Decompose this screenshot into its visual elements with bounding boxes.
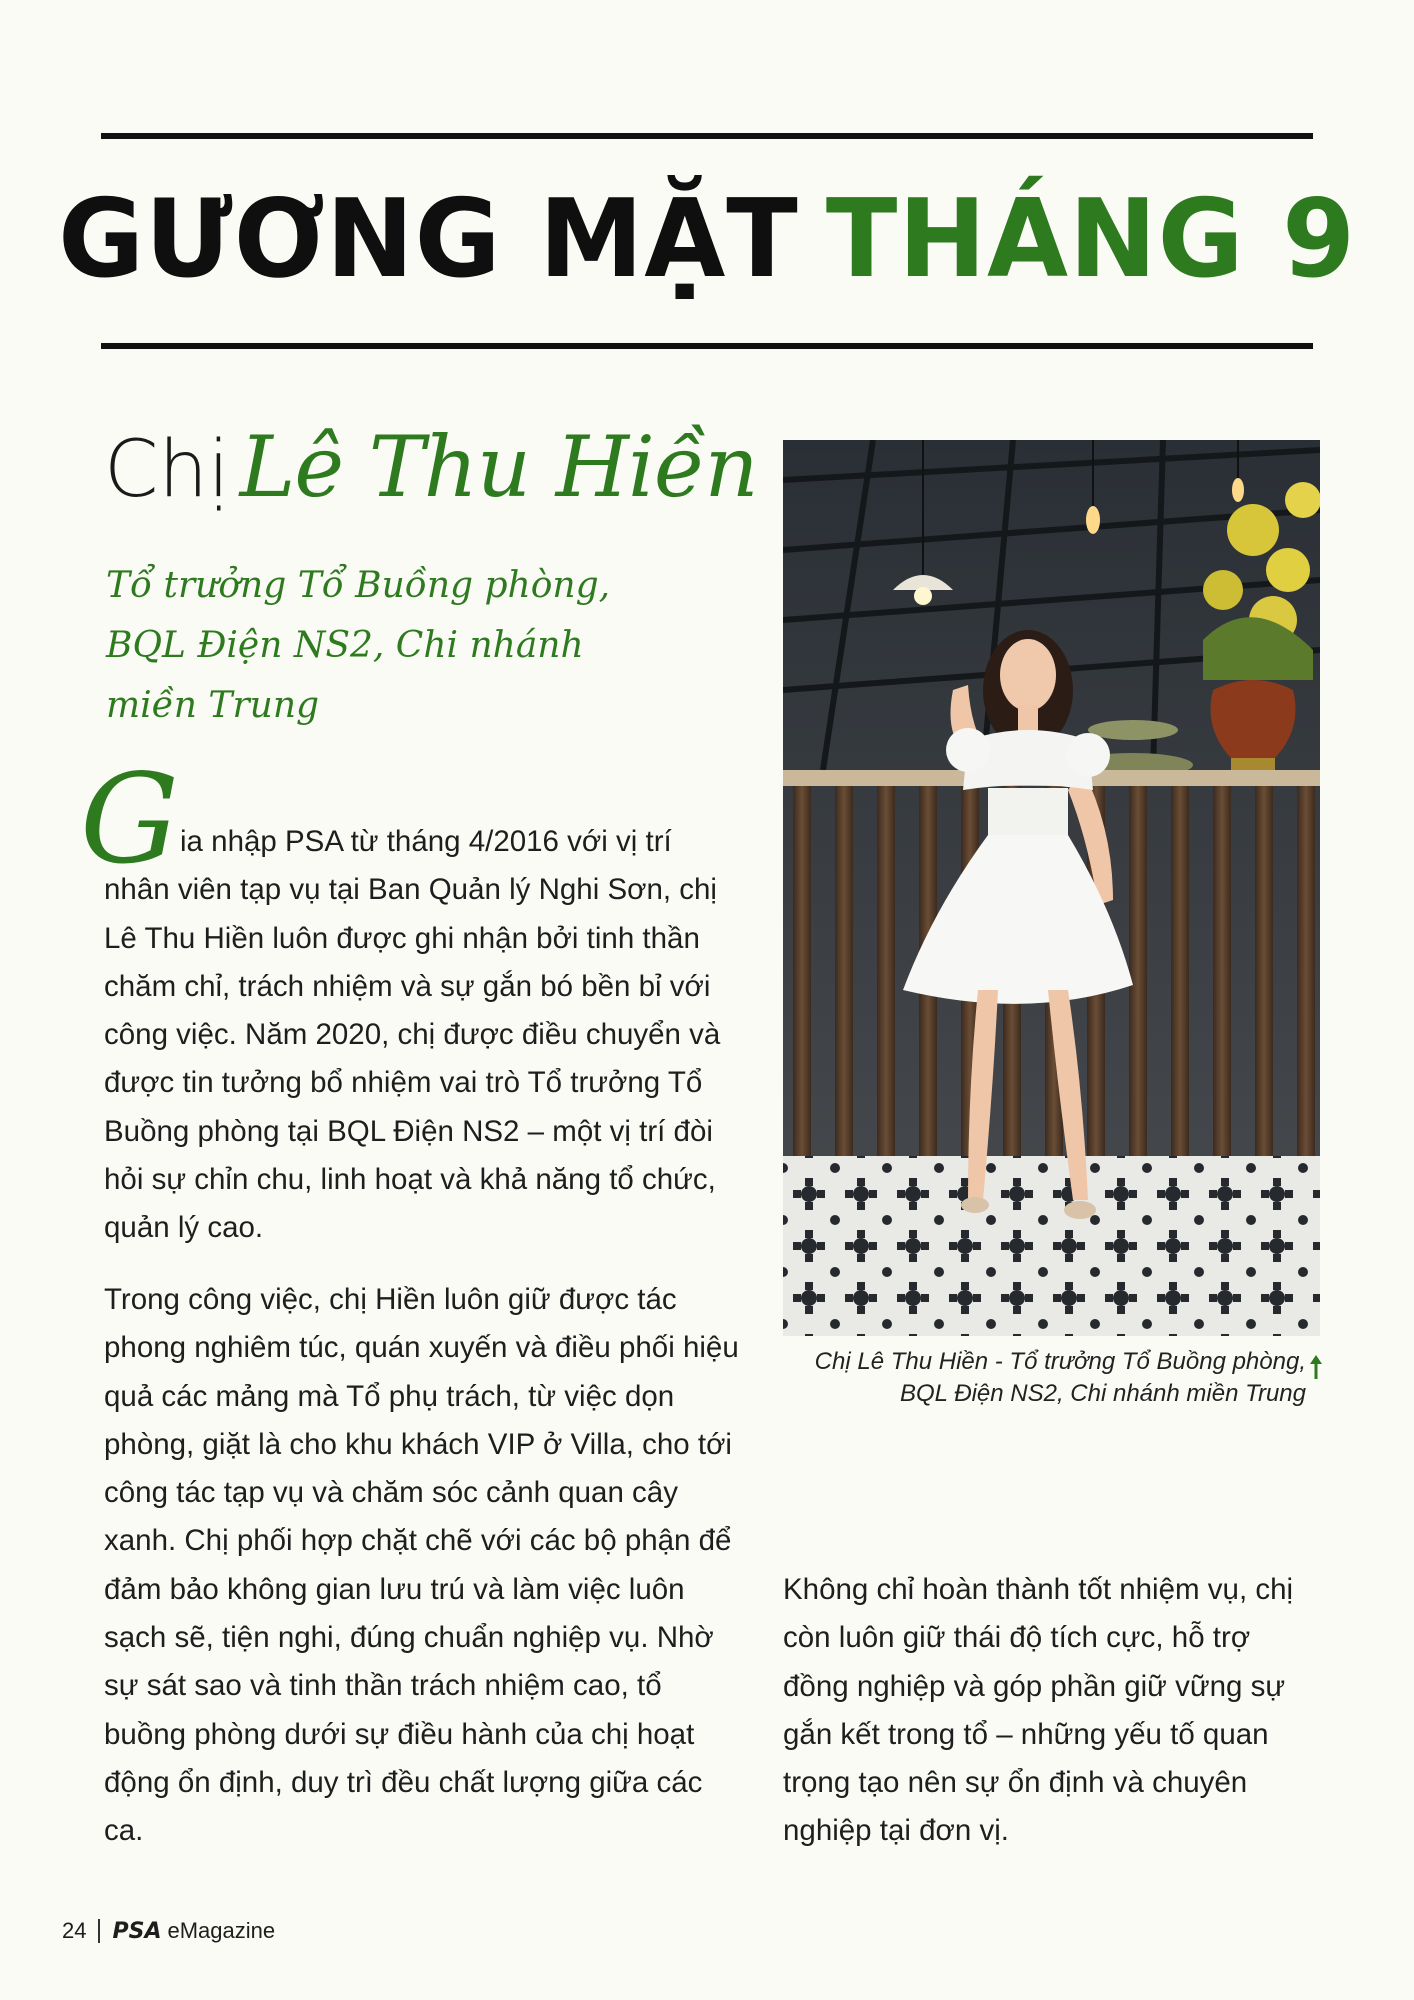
caption-line-2: BQL Điện NS2, Chi nhánh miền Trung xyxy=(900,1380,1306,1407)
article-paragraph-3: Không chỉ hoàn thành tốt nhiệm vụ, chị còn luôn giữ thái độ tích cực, hỗ trợ đồng nghiệp và góp phần giữ vững sự gắn kết trong tổ – những yếu tố quan trọng tạo nên sự ổn định và chuyên nghiệp tại đơn vị. xyxy=(783,1573,1294,1848)
page-footer xyxy=(62,1916,275,1946)
drop-cap: G xyxy=(80,748,180,892)
article-paragraph-2: Trong công việc, chị Hiền luôn giữ được tác phong nghiêm túc, quán xuyến và điều phối hiệu quả các mảng mà Tổ phụ trách, từ việc dọn phòng, giặt là cho khu khách VIP ở Villa, cho tới công tác tạp vụ và chăm sóc cảnh quan cây xanh. Chị phối hợp chặt chẽ với các bộ phận để đảm bảo không gian lưu trú và làm việc luôn sạch sẽ, tiện nghi, đúng chuẩn nghiệp vụ. Nhờ sự sát sao và tinh thần trách nhiệm cao, tổ buồng phòng dưới sự điều hành của chị hoạt động ổn định, duy trì đều chất lượng giữa các ca. xyxy=(104,1283,739,1848)
profile-name: Lê Thu Hiền xyxy=(239,418,758,516)
photo-caption xyxy=(760,1346,1306,1410)
profile-name-line xyxy=(104,418,758,558)
article-paragraph-1 xyxy=(104,818,744,1253)
page-headline xyxy=(58,165,1356,315)
page-number: 24 xyxy=(62,1918,87,1943)
profile-role: Tổ trưởng Tổ Buồng phòng, BQL Điện NS2, Chi nhánh miền Trung xyxy=(106,565,611,726)
paragraph-1-first-line: ia nhập PSA từ tháng 4/2016 với vị trí xyxy=(180,825,672,858)
name-prefix: Chị xyxy=(104,425,230,515)
headline-part2: THÁNG 9 xyxy=(825,177,1356,302)
bottom-rule xyxy=(101,343,1313,349)
portrait-illustration xyxy=(783,440,1320,1336)
footer-divider xyxy=(98,1919,100,1943)
magazine-label: eMagazine xyxy=(167,1918,276,1943)
caption-line-1: Chị Lê Thu Hiền - Tổ trưởng Tổ Buồng phòng, xyxy=(814,1348,1306,1375)
headline-part1: GƯƠNG MẶT xyxy=(58,177,799,302)
portrait-photo xyxy=(783,440,1320,1336)
brand-logo: PSA xyxy=(112,1918,162,1944)
arrow-up-icon xyxy=(1309,1354,1323,1380)
top-rule xyxy=(101,133,1313,139)
paragraph-1-rest: nhân viên tạp vụ tại Ban Quản lý Nghi Sơn, chị Lê Thu Hiền luôn được ghi nhận bởi tinh thần chăm chỉ, trách nhiệm và sự gắn bó bền bỉ với công việc. Năm 2020, chị được điều chuyển và được tin tưởng bổ nhiệm vai trò Tổ trưởng Tổ Buồng phòng tại BQL Điện NS2 – một vị trí đòi hỏi sự chỉn chu, linh hoạt và khả năng tổ chức, quản lý cao. xyxy=(104,873,721,1245)
